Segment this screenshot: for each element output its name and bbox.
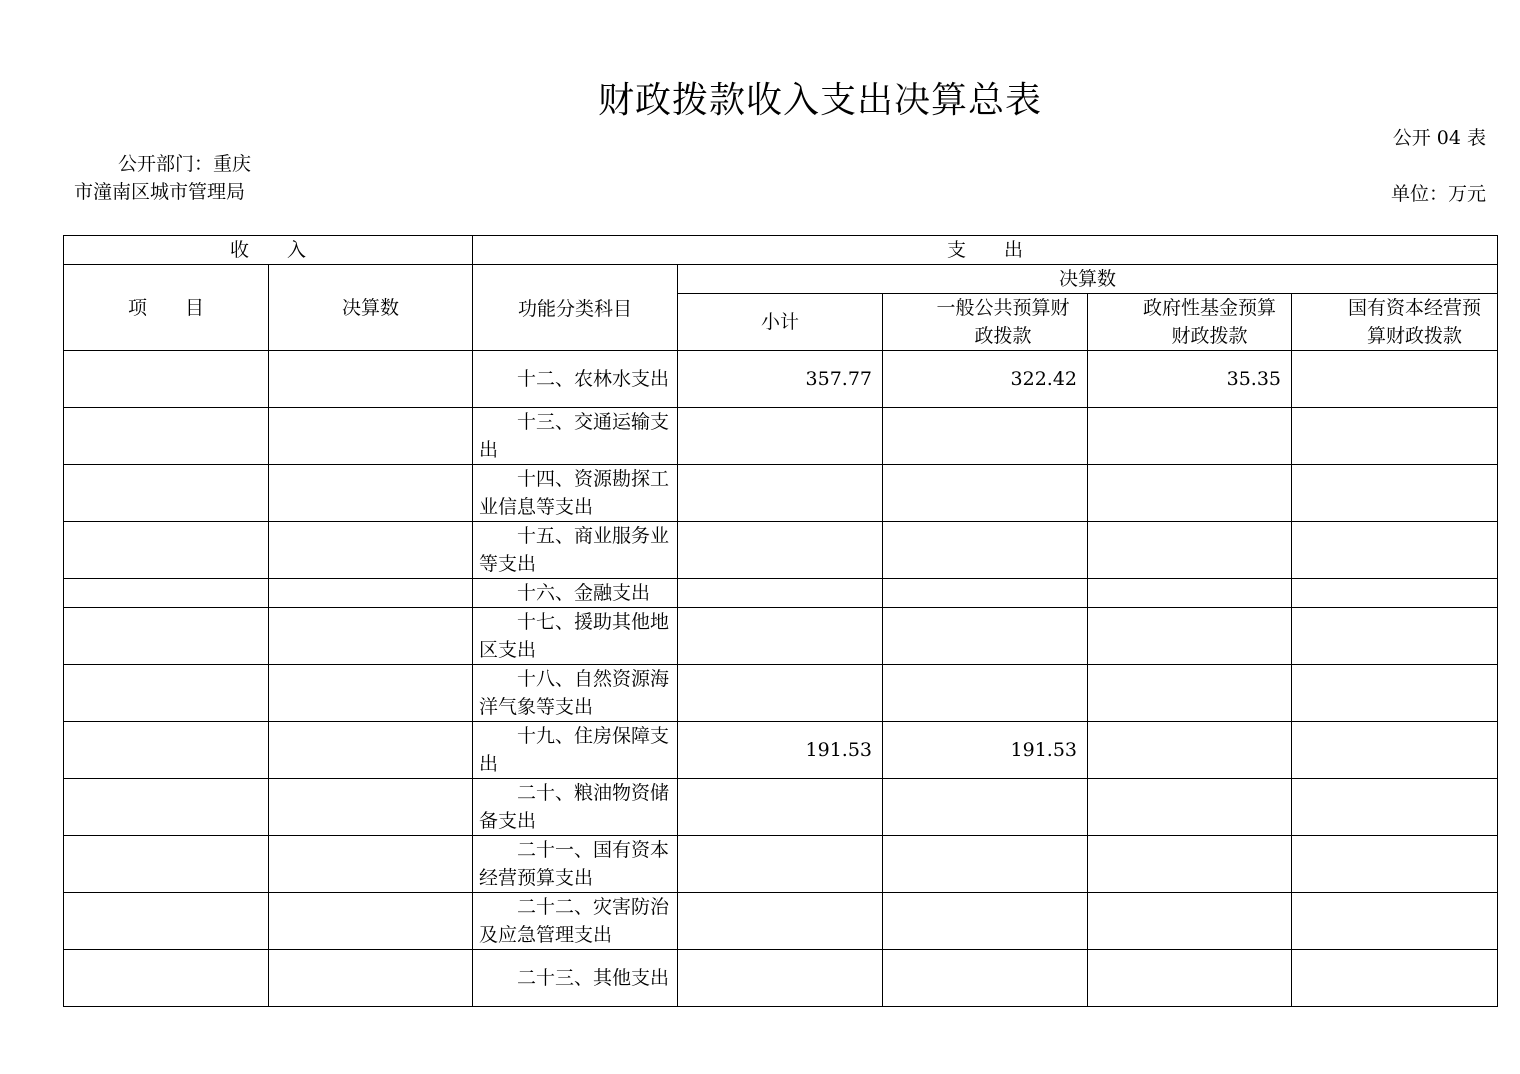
gov-fund-cell [1088,608,1292,665]
subject-cell: 十九、住房保障支出 [473,722,678,779]
gov-fund-cell [1088,893,1292,950]
subtotal-cell [678,522,883,579]
income-item-cell [64,950,269,1007]
table-row [64,893,1498,950]
gov-fund-cell [1088,836,1292,893]
subtotal-header: 小计 [678,294,883,351]
table-row [64,836,1498,893]
state-capital-cell [1292,722,1498,779]
income-item-cell [64,579,269,608]
state-capital-header: 国有资本经营预算财政拨款 [1292,294,1498,351]
general-budget-cell [883,665,1088,722]
general-budget-cell: 191.53 [883,722,1088,779]
income-amount-cell [269,779,473,836]
subject-cell: 十六、金融支出 [473,579,678,608]
state-capital-cell [1292,408,1498,465]
final-amount-header: 决算数 [678,265,1498,294]
general-budget-cell [883,579,1088,608]
table-row [64,779,1498,836]
table-row [64,579,1498,608]
income-amount-cell [269,950,473,1007]
table-row [64,950,1498,1007]
income-item-cell [64,465,269,522]
income-item-cell [64,522,269,579]
subtotal-cell [678,779,883,836]
subject-cell: 十五、商业服务业等支出 [473,522,678,579]
general-budget-cell [883,893,1088,950]
general-budget-cell: 322.42 [883,351,1088,408]
state-capital-cell [1292,836,1498,893]
subtotal-cell: 191.53 [678,722,883,779]
gov-fund-cell [1088,579,1292,608]
gov-fund-cell [1088,779,1292,836]
general-budget-cell [883,608,1088,665]
state-capital-cell [1292,351,1498,408]
item-header: 项 目 [64,265,269,351]
state-capital-cell [1292,779,1498,836]
general-budget-header: 一般公共预算财政拨款 [883,294,1088,351]
state-capital-cell [1292,608,1498,665]
income-item-cell [64,351,269,408]
gov-fund-cell [1088,522,1292,579]
general-budget-cell [883,522,1088,579]
subject-cell: 二十、粮油物资储备支出 [473,779,678,836]
income-amount-header: 决算数 [269,265,473,351]
subtotal-cell [678,950,883,1007]
gov-fund-cell [1088,665,1292,722]
subject-header: 功能分类科目 [473,265,678,351]
gov-fund-cell [1088,722,1292,779]
income-amount-cell [269,722,473,779]
table-row [64,351,1498,408]
general-budget-cell [883,779,1088,836]
income-item-cell [64,722,269,779]
subtotal-cell [678,465,883,522]
table-row [64,408,1498,465]
state-capital-cell [1292,465,1498,522]
subtotal-cell: 357.77 [678,351,883,408]
department-label: 公开部门：重庆市潼南区城市管理局 [74,153,252,203]
income-item-cell [64,665,269,722]
subject-cell: 二十二、灾害防治及应急管理支出 [473,893,678,950]
income-amount-cell [269,408,473,465]
gov-fund-cell: 35.35 [1088,351,1292,408]
income-amount-cell [269,893,473,950]
general-budget-cell [883,950,1088,1007]
table-row [64,608,1498,665]
subject-cell: 十四、资源勘探工业信息等支出 [473,465,678,522]
final-accounts-table [63,235,1498,1007]
table-row [64,665,1498,722]
income-amount-cell [269,836,473,893]
subject-cell: 十三、交通运输支出 [473,408,678,465]
state-capital-cell [1292,665,1498,722]
general-budget-cell [883,465,1088,522]
subject-cell: 二十三、其他支出 [473,950,678,1007]
subtotal-cell [678,579,883,608]
gov-fund-cell [1088,408,1292,465]
income-item-cell [64,893,269,950]
income-amount-cell [269,665,473,722]
income-amount-cell [269,465,473,522]
table-row [64,522,1498,579]
income-amount-cell [269,351,473,408]
income-item-cell [64,608,269,665]
state-capital-cell [1292,893,1498,950]
state-capital-cell [1292,950,1498,1007]
subject-cell: 二十一、国有资本经营预算支出 [473,836,678,893]
subtotal-cell [678,408,883,465]
table-row [64,465,1498,522]
income-amount-cell [269,579,473,608]
income-amount-cell [269,608,473,665]
subtotal-cell [678,893,883,950]
expense-header: 支 出 [473,236,1498,265]
state-capital-cell [1292,522,1498,579]
gov-fund-cell [1088,950,1292,1007]
subtotal-cell [678,836,883,893]
unit-label: 单位：万元 [1390,183,1486,205]
general-budget-cell [883,408,1088,465]
income-header: 收 入 [64,236,473,265]
general-budget-cell [883,836,1088,893]
table-row [64,722,1498,779]
subject-cell: 十七、援助其他地区支出 [473,608,678,665]
income-item-cell [64,408,269,465]
form-code: 公开 04 表 [1392,127,1486,149]
income-item-cell [64,779,269,836]
income-amount-cell [269,522,473,579]
gov-fund-cell [1088,465,1292,522]
state-capital-cell [1292,579,1498,608]
subtotal-cell [678,665,883,722]
subtotal-cell [678,608,883,665]
subject-cell: 十八、自然资源海洋气象等支出 [473,665,678,722]
gov-fund-header: 政府性基金预算财政拨款 [1088,294,1292,351]
page-title: 财政拨款收入支出决算总表 [597,80,1042,121]
income-item-cell [64,836,269,893]
subject-cell: 十二、农林水支出 [473,351,678,408]
